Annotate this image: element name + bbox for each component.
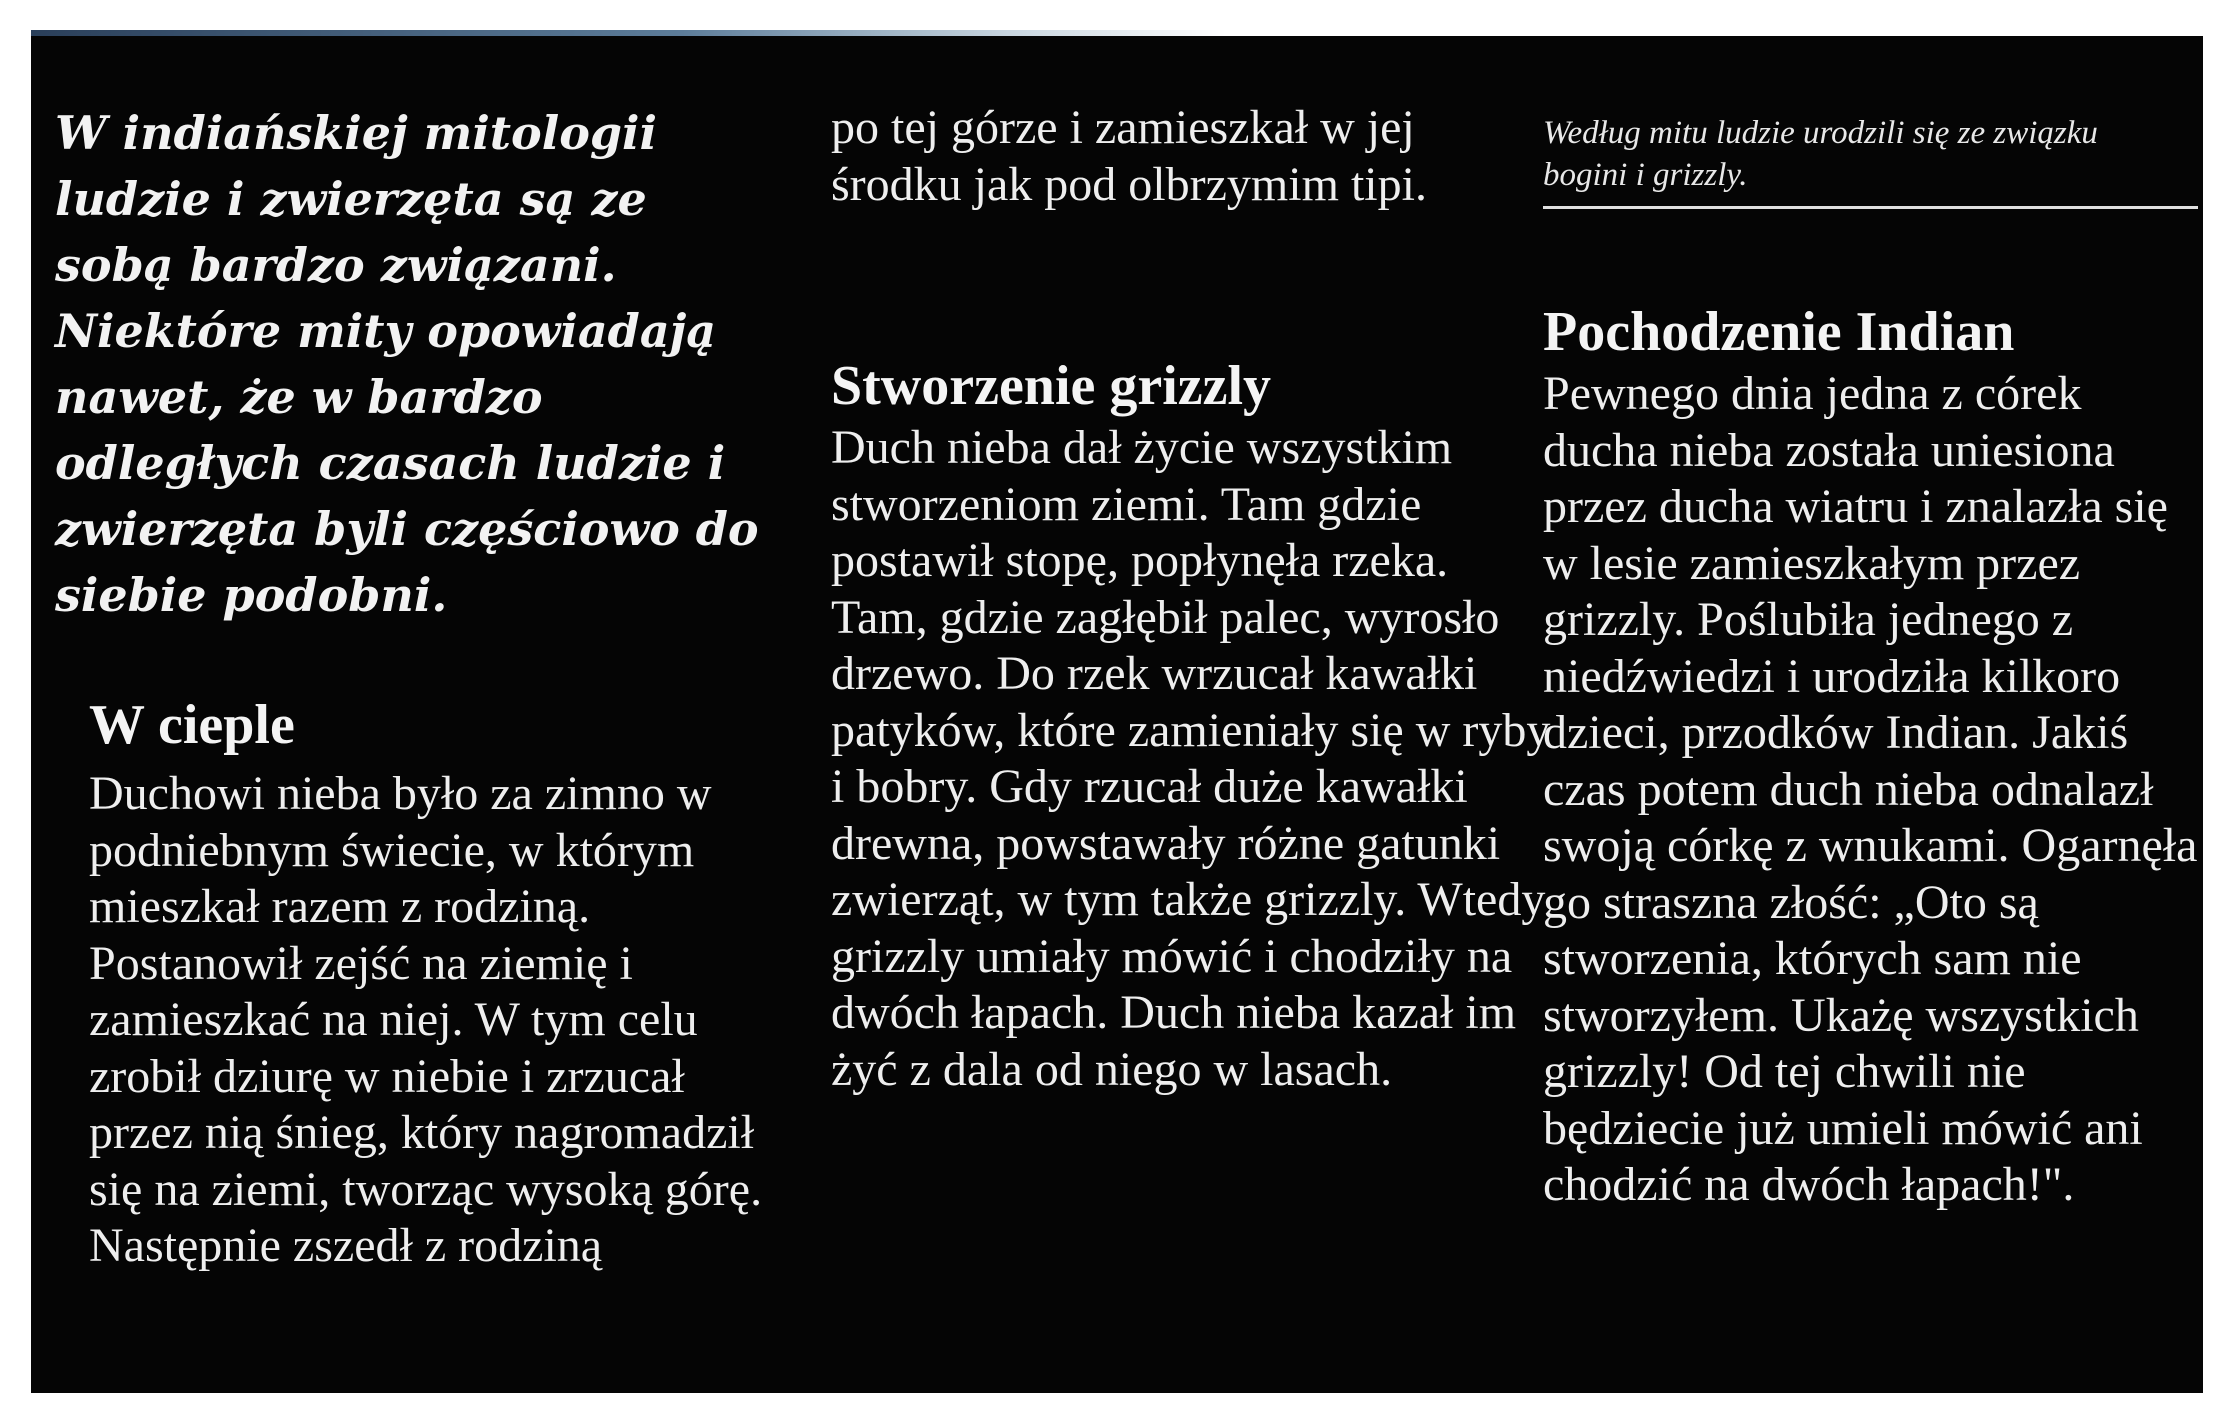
section-text-w-cieple: Duchowi nieba było za zimno w podniebnym świecie, w którym mieszkał razem z rodziną. Postanowił zejść na ziemię i zamieszkać na niej. W tym celu zrobił dziurę w niebie i zrzucał przez nią śnieg, który nagromadził się na ziemi, tworząc wysoką górę. Następnie zszedł z rodziną: [89, 767, 763, 1272]
section-heading-stworzenie-grizzly: Stworzenie grizzly: [831, 355, 1272, 417]
section-heading-w-cieple: W cieple: [89, 694, 295, 756]
continued-paragraph: po tej górze i zamieszkał w jej środku jak pod olbrzymim tipi.: [831, 101, 1427, 211]
section-text-stworzenie-grizzly: Duch nieba dał życie wszystkim stworzeniom ziemi. Tam gdzie postawił stopę, popłynęła rzeka. Tam, gdzie zagłębił palec, wyrosło drzewo. Do rzek wrzucał kawałki patyków, które zamieniały się w ryby i bobry. Gdy rzucał duże kawałki drewna, powstawały różne gatunki zwierząt, w tym także grizzly. Wtedy grizzly umiały mówić i chodziły na dwóch łapach. Duch nieba kazał im żyć z dala od niego w lasach.: [831, 421, 1551, 1096]
column-2: [801, 30, 1551, 1393]
column-3: [1543, 30, 2203, 1393]
caption-divider: [1543, 206, 2198, 209]
scanned-page: [31, 30, 2203, 1393]
column-1: [55, 30, 775, 1393]
intro-paragraph: W indiańskiej mitologii ludzie i zwierzęta są ze sobą bardzo związani. Niektóre mity opowiadają nawet, że w bardzo odległych czasach ludzie i zwierzęta byli częściowo do siebie podobni.: [55, 106, 759, 622]
image-caption: Według mitu ludzie urodzili się ze związku bogini i grizzly.: [1543, 115, 2098, 193]
section-heading-pochodzenie-indian: Pochodzenie Indian: [1543, 301, 2015, 363]
section-text-pochodzenie-indian: Pewnego dnia jedna z córek ducha nieba została uniesiona przez ducha wiatru i znalazła się w lesie zamieszkałym przez grizzly. Poślubiła jednego z niedźwiedzi i urodziła kilkoro dzieci, przodków Indian. Jakiś czas potem duch nieba odnalazł swoją córkę z wnukami. Ogarnęła go straszna złość: „Oto są stworzenia, których sam nie stworzyłem. Ukażę wszystkich grizzly! Od tej chwili nie będziecie już umieli mówić ani chodzić na dwóch łapach!".: [1543, 367, 2198, 1211]
